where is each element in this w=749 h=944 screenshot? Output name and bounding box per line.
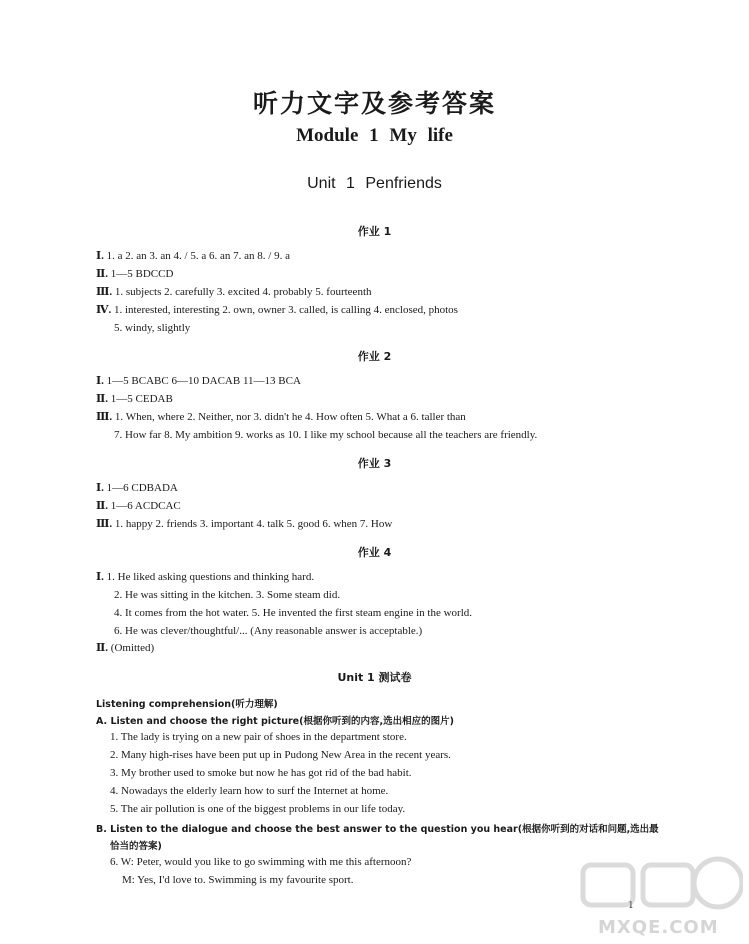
answer-line: 6. He was clever/thoughtful/... (Any reasonable answer is acceptable.) [114,625,423,637]
transcript-line: 2. Many high-rises have been put up in Pudong New Area in the recent years. [110,749,451,761]
transcript-line: 1. The lady is trying on a new pair of shoes in the department store. [110,731,407,743]
answer-line: Ⅳ. 1. interested, interesting 2. own, owner 3. called, is calling 4. enclosed, photos [96,304,458,316]
homework-2-title: 作业 2 [357,350,392,363]
answer-line: Ⅲ. 1. When, where 2. Neither, nor 3. didn't he 4. How often 5. What a 6. taller than [96,411,466,423]
answer-line: Ⅱ. 1—6 ACDCAC [96,500,181,512]
answer-line: Ⅰ. 1. He liked asking questions and thinking hard. [96,571,315,583]
watermark-text: MXQE.COM [598,917,719,938]
homework-1-title: 作业 1 [357,225,392,238]
homework-4-title: 作业 4 [357,546,392,559]
page-title: 听力文字及参考答案 [252,89,496,118]
answer-line: Ⅰ. 1. a 2. an 3. an 4. / 5. a 6. an 7. an 8. / 9. a [96,250,290,262]
page-number: 1 [628,899,634,911]
answer-line: 7. How far 8. My ambition 9. works as 10. I like my school because all the teachers are friendly. [114,429,538,441]
unit-heading: Unit 1 Penfriends [307,175,442,192]
answer-line: Ⅱ. 1—5 BDCCD [96,268,174,280]
module-heading: Module 1 My life [296,125,453,146]
answer-line: 5. windy, slightly [114,322,191,334]
transcript-line: 6. W: Peter, would you like to go swimming with me this afternoon? [110,856,412,868]
answer-line: Ⅲ. 1. subjects 2. carefully 3. excited 4. probably 5. fourteenth [96,286,372,298]
answer-line: Ⅱ. 1—5 CEDAB [96,393,173,405]
transcript-line: 5. The air pollution is one of the biggest problems in our life today. [110,803,406,815]
answer-line: Ⅰ. 1—5 BCABC 6—10 DACAB 11—13 BCA [96,375,301,387]
transcript-line: 4. Nowadays the elderly learn how to surf the Internet at home. [110,785,389,797]
transcript-line: 3. My brother used to smoke but now he has got rid of the bad habit. [110,767,412,779]
watermark-logo [578,855,743,940]
answer-line: Ⅱ. (Omitted) [96,642,155,654]
section-heading: 恰当的答案) [110,841,162,852]
section-heading: A. Listen and choose the right picture(根据你听到的内容,选出相应的图片) [96,716,454,727]
unit-test-title: Unit 1 测试卷 [337,671,412,684]
answer-line: Ⅲ. 1. happy 2. friends 3. important 4. talk 5. good 6. when 7. How [96,518,393,530]
answer-line: Ⅰ. 1—6 CDBADA [96,482,178,494]
section-heading: B. Listen to the dialogue and choose the best answer to the question you hear(根据你听到的对话和问题,选出最 [96,824,659,835]
answer-line: 2. He was sitting in the kitchen. 3. Some steam did. [114,589,341,601]
answer-line: 4. It comes from the hot water. 5. He invented the first steam engine in the world. [114,607,473,619]
section-heading: Listening comprehension(听力理解) [96,699,278,710]
homework-3-title: 作业 3 [357,457,392,470]
transcript-line: M: Yes, I'd love to. Swimming is my favourite sport. [122,874,354,886]
